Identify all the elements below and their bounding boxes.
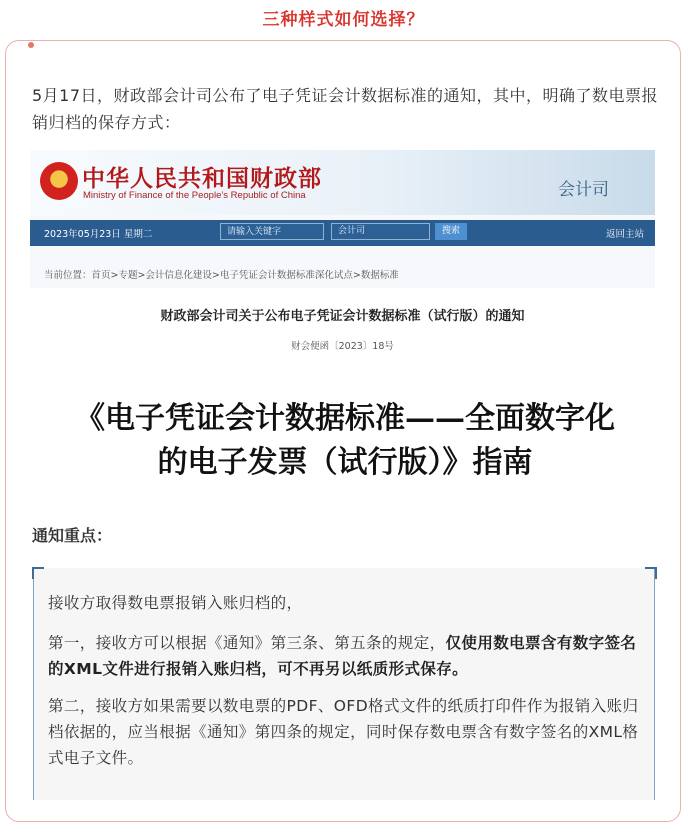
callout-corner-top-right <box>645 567 657 579</box>
document-number: 财会便函〔2023〕18号 <box>291 341 394 352</box>
national-emblem-icon <box>40 162 78 200</box>
home-link[interactable]: 返回主站 <box>606 229 645 240</box>
mof-navbar <box>30 220 655 246</box>
key-points-callout <box>33 568 655 800</box>
callout-paragraph-3: 第二，接收方如果需要以数电票的PDF、OFD格式文件的纸质打印件作为报销入账归档依据的，应当根据《通知》第四条的规定，同时保存数电票含有数字签名的XML格式电子文件。 <box>48 697 639 767</box>
guide-headline-line2: 的电子发票（试行版）》指南 <box>157 445 533 480</box>
guide-headline-line1: 《电子凭证会计数据标准——全面数字化 <box>75 401 615 436</box>
search-button[interactable]: 搜索 <box>435 223 467 240</box>
mof-screenshot <box>30 150 655 360</box>
callout-paragraph-2-text: 第一，接收方可以根据《通知》第三条、第五条的规定， <box>48 634 446 652</box>
frame-dot-decoration <box>28 42 34 48</box>
notice-title: 财政部会计司关于公布电子凭证会计数据标准（试行版）的通知 <box>160 309 525 324</box>
mof-department: 会计司 <box>558 180 609 200</box>
mof-banner <box>30 150 655 215</box>
key-points-heading: 通知重点： <box>32 526 113 545</box>
search-input[interactable]: 请输入关键字 <box>220 223 324 240</box>
breadcrumb: 当前位置：首页>专题>会计信息化建设>电子凭证会计数据标准深化试点>数据标准 <box>44 270 399 281</box>
callout-corner-top-left <box>32 567 44 579</box>
guide-headline <box>35 397 655 485</box>
callout-paragraph-2-bold: 仅使用数电票含有数字签名的XML文件进行报销入账归档，可不再另以纸质形式保存。 <box>48 634 637 678</box>
article-section-title: 三种样式如何选择？ <box>262 10 425 30</box>
callout-paragraph-2 <box>48 630 640 682</box>
intro-paragraph: 5月17日，财政部会计司公布了电子凭证会计数据标准的通知，其中，明确了数电票报销归档的保存方式： <box>32 86 659 132</box>
mof-chinese-name: 中华人民共和国财政部 <box>82 166 322 192</box>
mof-english-name: Ministry of Finance of the People’s Republic of China <box>83 190 306 201</box>
nav-date: 2023年05月23日 星期二 <box>44 229 153 240</box>
category-select[interactable]: 会计司 <box>331 223 430 240</box>
callout-paragraph-1: 接收方取得数电票报销入账归档的， <box>48 594 303 612</box>
